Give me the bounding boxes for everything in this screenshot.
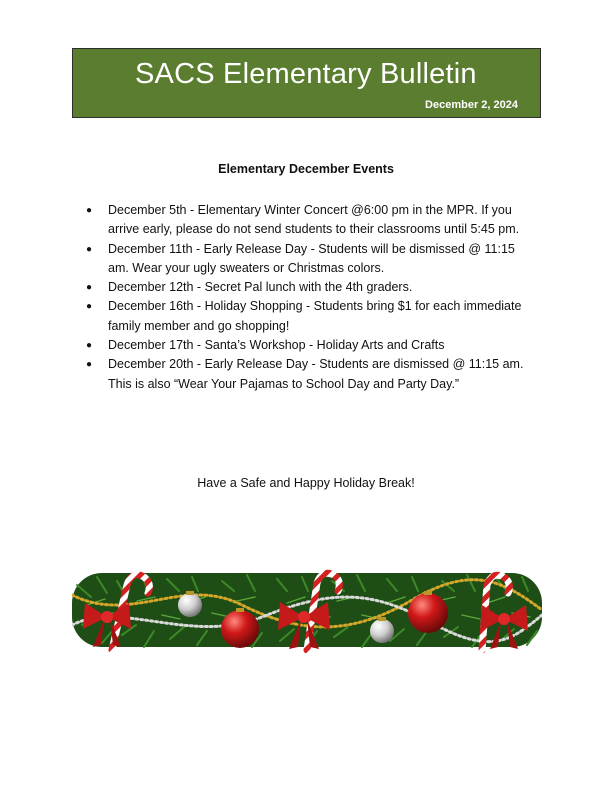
event-text: December 12th - Secret Pal lunch with the 4th graders. <box>108 280 413 295</box>
event-text: December 17th - Santa’s Workshop - Holiday Arts and Crafts <box>108 338 445 353</box>
events-list <box>86 201 536 394</box>
bullet-icon: ● <box>86 340 93 352</box>
list-item <box>86 240 536 279</box>
bulletin-date: December 2, 2024 <box>425 99 518 111</box>
event-text: December 20th - Early Release Day - Students are dismissed @ 11:15 am. This is also “Wear Your Pajamas to School Day and Party Day.” <box>108 357 524 391</box>
bullet-icon: ● <box>86 243 93 255</box>
list-item <box>86 355 536 394</box>
bulletin-title: SACS Elementary Bulletin <box>135 58 477 90</box>
events-heading: Elementary December Events <box>218 162 394 176</box>
list-item <box>86 297 536 336</box>
bullet-icon: ● <box>86 282 93 294</box>
bullet-icon: ● <box>86 301 93 313</box>
bulletin-header <box>72 48 541 118</box>
bullet-icon: ● <box>86 359 93 371</box>
list-item <box>86 201 536 240</box>
list-item <box>86 278 536 297</box>
bullet-icon: ● <box>86 205 93 216</box>
christmas-garland-icon <box>72 555 542 665</box>
event-text: December 16th - Holiday Shopping - Students bring $1 for each immediate family member and go shopping! <box>108 299 522 333</box>
list-item <box>86 336 536 355</box>
event-text: December 5th - Elementary Winter Concert @6:00 pm in the MPR. If you arrive early, please do not send students to their classrooms until 5:45 pm. <box>108 203 520 237</box>
event-text: December 11th - Early Release Day - Students will be dismissed @ 11:15 am. Wear your ugly sweaters or Christmas colors. <box>108 241 515 275</box>
closing-message: Have a Safe and Happy Holiday Break! <box>197 476 415 490</box>
